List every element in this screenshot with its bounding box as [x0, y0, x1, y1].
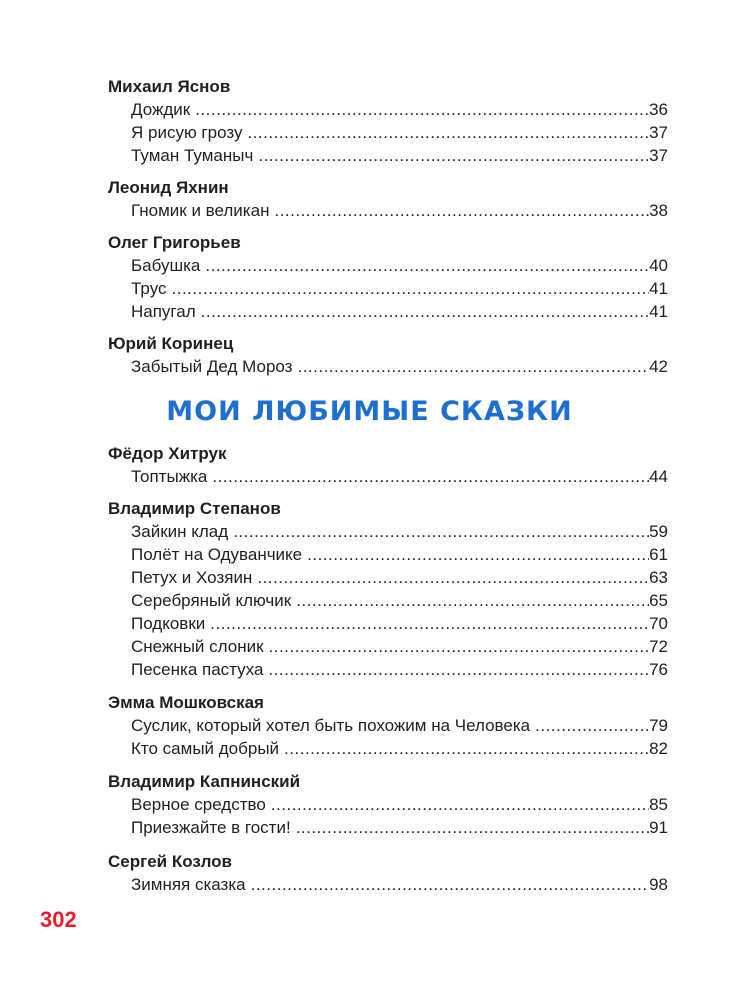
toc-entry — [131, 466, 668, 488]
dot-leader — [258, 145, 649, 167]
entry-page: 37 — [649, 123, 668, 142]
dot-leader — [201, 301, 649, 323]
entry-title: Бабушка — [131, 256, 201, 275]
entry-page: 76 — [649, 660, 668, 679]
author-name: Олег Григорьев — [108, 233, 241, 252]
toc-entry — [131, 122, 668, 144]
dot-leader — [284, 738, 649, 760]
entry-page: 98 — [649, 875, 668, 894]
toc-entry — [131, 544, 668, 566]
entry-page: 36 — [649, 100, 668, 119]
entry-title: Туман Туманыч — [131, 146, 254, 165]
dot-leader — [307, 544, 649, 566]
author-name: Владимир Капнинский — [108, 772, 301, 791]
entry-page: 37 — [649, 146, 668, 165]
dot-leader — [172, 278, 650, 300]
toc-entry — [131, 794, 668, 816]
entry-title: Верное средство — [131, 795, 266, 814]
toc-entry — [131, 255, 668, 277]
entry-page: 72 — [649, 637, 668, 656]
toc-entry — [131, 145, 668, 167]
entry-title: Серебряный ключик — [131, 591, 292, 610]
dot-leader — [297, 356, 649, 378]
entry-page: 82 — [649, 739, 668, 758]
author-name: Юрий Коринец — [108, 334, 234, 353]
dot-leader — [212, 466, 649, 488]
toc-entry — [131, 278, 668, 300]
dot-leader — [271, 794, 649, 816]
entry-title: Суслик, который хотел быть похожим на Человека — [131, 716, 531, 735]
dot-leader — [535, 715, 649, 737]
dot-leader — [296, 590, 649, 612]
toc-entry — [131, 301, 668, 323]
entry-page: 41 — [649, 279, 668, 298]
entry-page: 40 — [649, 256, 668, 275]
entry-title: Дождик — [131, 100, 191, 119]
entry-page: 38 — [649, 201, 668, 220]
dot-leader — [257, 567, 649, 589]
entry-page: 41 — [649, 302, 668, 321]
entry-title: Трус — [131, 279, 167, 298]
author-name: Леонид Яхнин — [108, 178, 229, 197]
entry-title: Я рисую грозу — [131, 123, 243, 142]
dot-leader — [205, 255, 649, 277]
dot-leader — [210, 613, 649, 635]
toc-entry — [131, 817, 668, 839]
dot-leader — [233, 521, 649, 543]
author-name: Михаил Яснов — [108, 77, 231, 96]
entry-page: 59 — [649, 522, 668, 541]
dot-leader — [251, 874, 649, 896]
toc-entry — [131, 521, 668, 543]
dot-leader — [296, 817, 649, 839]
entry-title: Песенка пастуха — [131, 660, 264, 679]
author-name: Владимир Степанов — [108, 499, 281, 518]
entry-page: 63 — [649, 568, 668, 587]
entry-title: Забытый Дед Мороз — [131, 357, 293, 376]
page-number: 302 — [40, 907, 77, 932]
toc-entry — [131, 200, 668, 222]
dot-leader — [274, 200, 649, 222]
entry-page: 79 — [649, 716, 668, 735]
toc-entry — [131, 356, 668, 378]
dot-leader — [269, 636, 650, 658]
toc-entry — [131, 738, 668, 760]
toc-entry — [131, 590, 668, 612]
dot-leader — [268, 659, 649, 681]
toc-entry — [131, 659, 668, 681]
toc-entry — [131, 715, 668, 737]
entry-page: 44 — [649, 467, 668, 486]
entry-title: Полёт на Одуванчике — [131, 545, 303, 564]
entry-title: Напугал — [131, 302, 196, 321]
entry-title: Зимняя сказка — [131, 875, 246, 894]
toc-entry — [131, 613, 668, 635]
entry-title: Кто самый добрый — [131, 739, 280, 758]
toc-entry — [131, 636, 668, 658]
author-name: Эмма Мошковская — [108, 693, 264, 712]
entry-page: 65 — [649, 591, 668, 610]
entry-title: Снежный слоник — [131, 637, 264, 656]
entry-page: 85 — [649, 795, 668, 814]
dot-leader — [195, 99, 649, 121]
section-title: МОИ ЛЮБИМЫЕ СКАЗКИ — [166, 396, 573, 427]
entry-page: 70 — [649, 614, 668, 633]
author-name: Сергей Козлов — [108, 852, 232, 871]
entry-page: 42 — [649, 357, 668, 376]
entry-title: Подковки — [131, 614, 206, 633]
entry-title: Гномик и великан — [131, 201, 270, 220]
author-name: Фёдор Хитрук — [108, 444, 227, 463]
entry-page: 61 — [649, 545, 668, 564]
entry-page: 91 — [649, 818, 668, 837]
dot-leader — [247, 122, 649, 144]
entry-title: Зайкин клад — [131, 522, 229, 541]
entry-title: Приезжайте в гости! — [131, 818, 291, 837]
toc-entry — [131, 99, 668, 121]
toc-entry — [131, 567, 668, 589]
toc-entry — [131, 874, 668, 896]
entry-title: Петух и Хозяин — [131, 568, 253, 587]
entry-title: Топтыжка — [131, 467, 208, 486]
